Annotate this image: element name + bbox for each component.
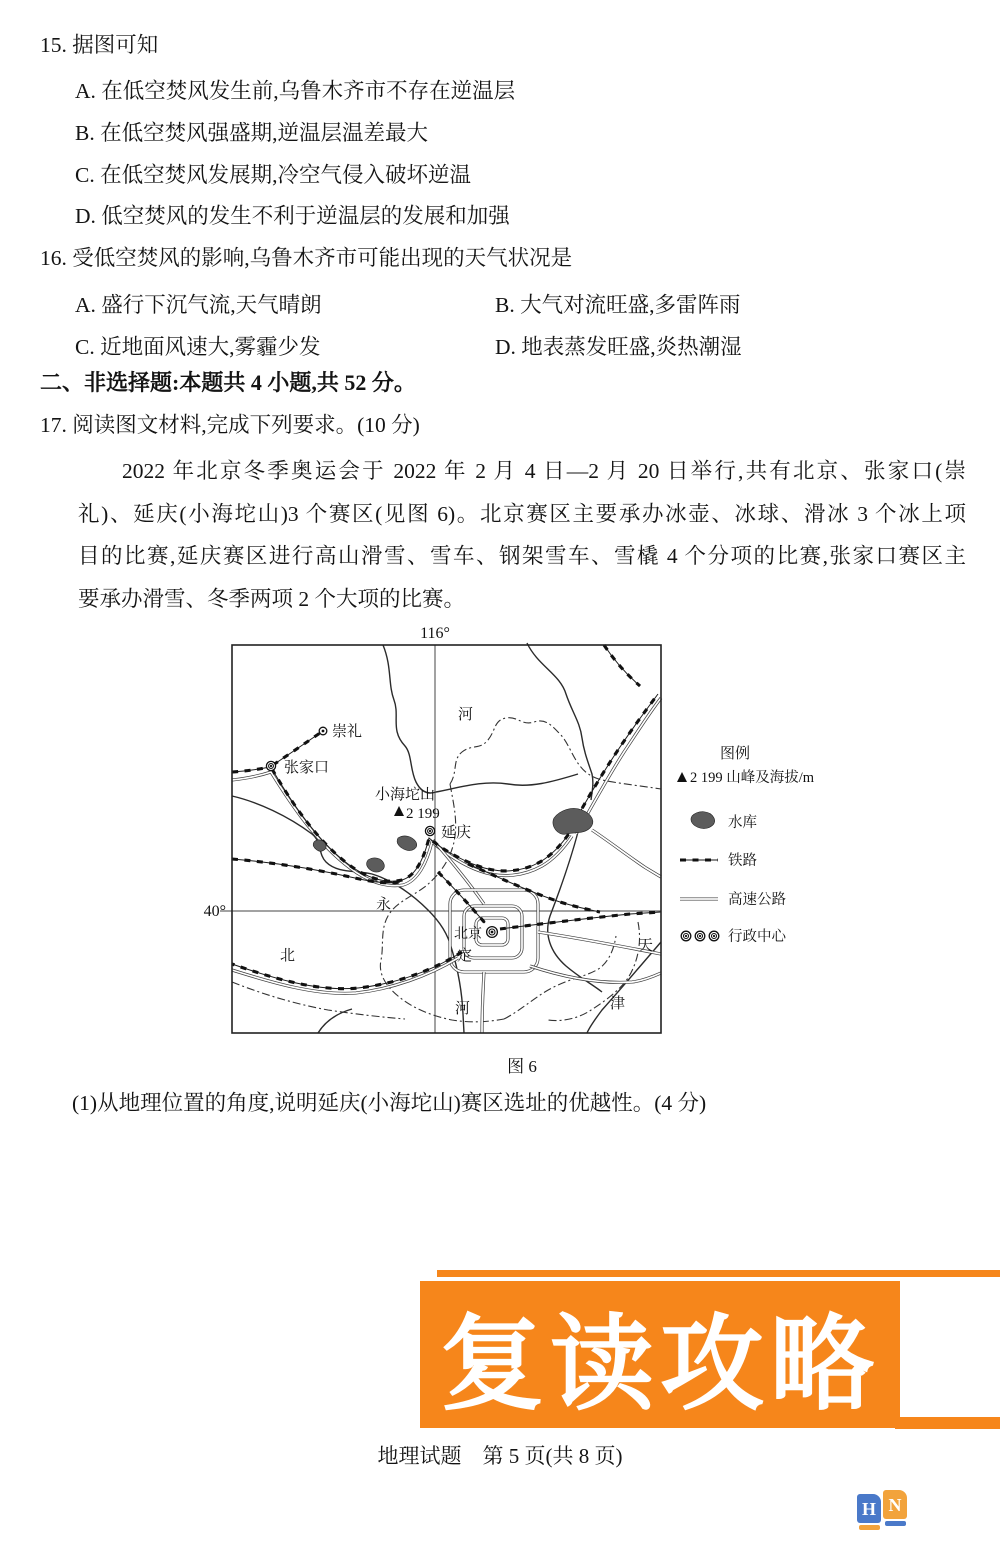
ad-banner: 复读攻略 <box>420 1281 900 1428</box>
option-row-1 <box>40 284 742 326</box>
question-17-passage <box>78 450 966 620</box>
figure-6-map <box>200 622 990 1082</box>
legend-admin-center-label: 行政中心 <box>728 929 786 945</box>
figure-caption: 图 6 <box>507 1057 537 1076</box>
question-17-stem: 17. 阅读图文材料,完成下列要求。(10 分) <box>40 413 420 437</box>
passage-line: 目的比赛,延庆赛区进行高山滑雪、雪车、钢架雪车、雪橇 4 个分项的比赛,张家口赛区主 <box>78 544 966 569</box>
logo-left-tile <box>857 1494 881 1530</box>
option-d: D. 低空焚风的发生不利于逆温层的发展和加强 <box>75 204 510 229</box>
question-16-options <box>40 284 742 368</box>
city-marker-zhangjiakou <box>266 761 275 770</box>
city-label-chongli: 崇礼 <box>332 724 363 740</box>
passage-line: 礼)、延庆(小海坨山)3 个赛区(见图 6)。北京赛区主要承办冰壶、冰球、滑冰 3 个冰上项 <box>78 501 966 526</box>
city-marker-chongli <box>319 727 327 735</box>
question-16 <box>40 243 742 368</box>
legend-peak-icon <box>677 772 687 782</box>
legend-title: 图例 <box>720 746 751 762</box>
city-label-beijing: 北京 <box>454 927 482 942</box>
region-label-hebei: 北 <box>280 948 296 964</box>
region-label-jin: 津 <box>610 996 626 1012</box>
option-b: B. 在低空焚风强盛期,逆温层温差最大 <box>75 120 428 145</box>
city-label-yanqing: 延庆 <box>441 825 472 841</box>
banner-strip-top <box>437 1270 1000 1277</box>
option-a: A. 盛行下沉气流,天气晴朗 <box>75 293 322 317</box>
passage-line: 2022 年北京冬季奥运会于 2022 年 2 月 4 日—2 月 20 日举行,共有北京、张家口(崇 <box>122 459 966 483</box>
river-label-he: 河 <box>455 1001 471 1017</box>
river-label-yong: 永 <box>376 897 392 913</box>
option-c: C. 近地面风速大,雾霾少发 <box>75 335 321 359</box>
logo-letter-h: H <box>857 1494 881 1523</box>
legend-highway-label: 高速公路 <box>728 892 786 908</box>
city-marker-yanqing <box>425 826 434 835</box>
river-label-top: 河 <box>458 707 474 723</box>
city-label-zhangjiakou: 张家口 <box>284 760 330 776</box>
hn-logo <box>857 1490 907 1530</box>
logo-bar-left <box>859 1525 880 1530</box>
legend-peak-label: 2 199 山峰及海拔/m <box>690 770 815 786</box>
option-row-2 <box>40 326 742 368</box>
legend-railway-label: 铁路 <box>728 853 757 869</box>
peak-name-label: 小海坨山 <box>374 787 436 803</box>
option-b: B. 大气对流旺盛,多雷阵雨 <box>495 293 741 317</box>
question-15-options <box>40 71 515 238</box>
peak-triangle-icon <box>394 806 404 816</box>
latitude-label: 40° <box>203 903 226 920</box>
question-17-sub1: (1)从地理位置的角度,说明延庆(小海坨山)赛区选址的优越性。(4 分) <box>72 1091 707 1115</box>
legend-reservoir-icon <box>691 812 715 829</box>
city-marker-beijing <box>487 927 498 938</box>
option-d: D. 地表蒸发旺盛,炎热潮湿 <box>495 335 742 359</box>
logo-letter-n: N <box>883 1490 907 1519</box>
section-2-header: 二、非选择题:本题共 4 小题,共 52 分。 <box>40 370 416 395</box>
region-label-tian: 天 <box>638 938 654 954</box>
logo-right-tile <box>883 1490 907 1530</box>
legend-admin-center-icon <box>681 931 719 941</box>
longitude-label: 116° <box>420 625 450 642</box>
map-legend <box>677 745 815 945</box>
question-15-stem: 15. 据图可知 <box>40 33 159 57</box>
peak-elevation-label: 2 199 <box>406 806 440 822</box>
banner-strip-bottom <box>895 1417 1000 1429</box>
option-c: C. 在低空焚风发展期,冷空气侵入破坏逆温 <box>75 162 471 187</box>
page-footer: 地理试题 第 5 页(共 8 页) <box>377 1444 623 1468</box>
logo-bar-right <box>885 1521 906 1526</box>
passage-line: 要承办滑雪、冬季两项 2 个大项的比赛。 <box>78 586 466 611</box>
legend-reservoir-label: 水库 <box>728 815 757 831</box>
map-railways <box>232 645 661 989</box>
question-15 <box>40 30 515 238</box>
option-a: A. 在低空焚风发生前,乌鲁木齐市不存在逆温层 <box>75 79 516 103</box>
river-label-ding: 定 <box>457 948 473 964</box>
question-16-stem: 16. 受低空焚风的影响,乌鲁木齐市可能出现的天气状况是 <box>40 246 573 270</box>
